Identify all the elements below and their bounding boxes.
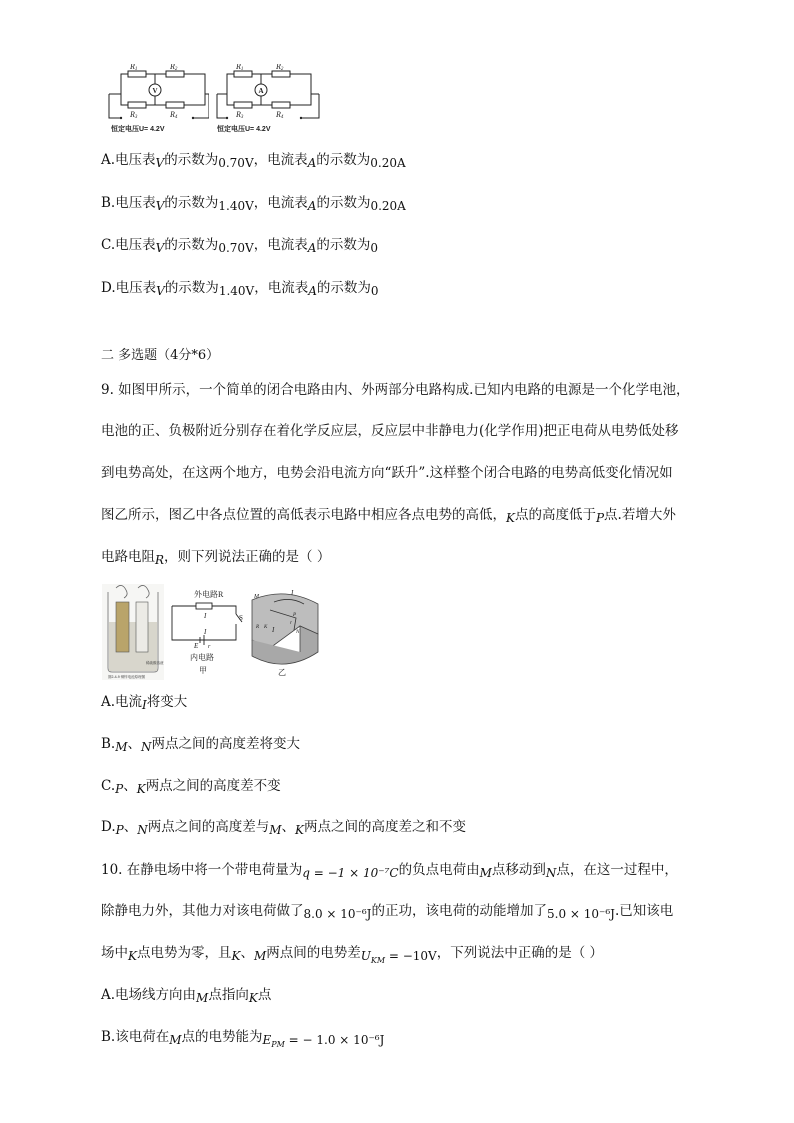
q10-line-3: 场中K点电势为零，且K、M两点间的电势差$U_{KM} = -10V$，下列说法中正确的是（ ） [101, 945, 604, 965]
voltmeter-circuit-caption: 恒定电压U= 4.2V [111, 126, 165, 133]
q10-option-b: B.该电荷在M点的电势能为$E_{PM}$ = − 1.0 × 10⁻⁶J [101, 1029, 385, 1049]
q9-line-1: 9. 如图甲所示，一个简单的闭合电路由内、外两部分电路构成.已知内电路的电源是一个化学电池， [101, 382, 690, 398]
svg-text:K: K [264, 625, 268, 630]
section-title: 二 多选题（4分*6） [101, 348, 220, 363]
svg-text:M: M [254, 594, 259, 600]
svg-text:E: E [194, 642, 199, 650]
svg-text:甲: 甲 [199, 666, 207, 675]
q9-option-a: A.电流I将变大 [101, 694, 188, 712]
svg-text:S: S [239, 614, 243, 622]
svg-text:R3: R3 [236, 110, 244, 120]
svg-text:I: I [204, 628, 207, 636]
svg-text:R4: R4 [276, 110, 284, 120]
q9-line-4: 图乙所示，图乙中各点位置的高低表示电路中相应各点电势的高低，K点的高度低于P点.若增大外 [101, 507, 676, 525]
q9-line-3: 到电势高处，在这两个地方，电势会沿电流方向“跃升”.这样整个闭合电路的电势高低变化情况如 [101, 465, 673, 481]
q9-option-d: D.P、N两点之间的高度差与M、K两点之间的高度差之和不变 [101, 819, 466, 837]
q8-option-a: A.电压表V的示数为0.70V，电流表A的示数为0.20A [101, 152, 406, 170]
svg-text:R1: R1 [130, 64, 138, 72]
svg-text:I: I [291, 589, 294, 597]
svg-text:R2: R2 [170, 64, 178, 72]
svg-text:乙: 乙 [278, 668, 286, 677]
svg-text:R3: R3 [130, 110, 138, 120]
ammeter-circuit-figure [215, 64, 321, 136]
voltmeter-circuit-figure [103, 64, 209, 136]
svg-text:内电路: 内电路 [190, 653, 214, 662]
q10-option-a: A.电场线方向由M点指向K点 [101, 987, 272, 1005]
svg-text:R2: R2 [276, 64, 284, 72]
svg-text:外电路R: 外电路R [194, 590, 224, 599]
q9-option-b: B.M、N两点之间的高度差将变大 [101, 736, 301, 754]
svg-text:R1: R1 [236, 64, 244, 72]
q9-figure [100, 582, 325, 682]
ammeter-circuit-caption: 恒定电压U= 4.2V [217, 126, 271, 133]
svg-text:r: r [290, 621, 292, 626]
svg-text:I: I [272, 626, 275, 634]
svg-text:r: r [208, 644, 211, 650]
svg-text:图2-4-9 铜锌电池原理图: 图2-4-9 铜锌电池原理图 [108, 675, 146, 679]
q8-option-b: B.电压表V的示数为1.40V，电流表A的示数为0.20A [101, 195, 406, 213]
q8-option-d: D.电压表V的示数为1.40V，电流表A的示数为0 [101, 280, 379, 298]
q10-line-1: 10. 在静电场中将一个带电荷量为q = −1 × 10⁻⁷C的负点电荷由M点移动到N点，在这一过程中， [101, 862, 678, 880]
q9-line-2: 电池的正、负极附近分别存在着化学反应层，反应层中非静电力(化学作用)把正电荷从电势低处移 [101, 423, 679, 439]
q8-option-c: C.电压表V的示数为0.70V，电流表A的示数为0 [101, 237, 379, 255]
svg-text:R4: R4 [170, 110, 178, 120]
voltmeter-symbol: V [152, 87, 158, 95]
svg-text:稀硫酸溶液: 稀硫酸溶液 [146, 661, 164, 665]
svg-text:R: R [256, 625, 260, 630]
svg-text:P: P [293, 613, 297, 618]
potential-cylinder-illustration [252, 594, 318, 664]
ammeter-symbol: A [258, 87, 264, 95]
svg-text:I: I [204, 612, 207, 620]
beaker-illustration [102, 584, 164, 680]
svg-text:N: N [296, 630, 300, 635]
q9-line-5: 电路电阻R，则下列说法正确的是（ ） [101, 549, 331, 567]
q9-option-c: C.P、K两点之间的高度差不变 [101, 778, 281, 796]
q10-line-2: 除静电力外，其他力对该电荷做了8.0 × 10⁻⁶J的正功，该电荷的动能增加了5.0 × 10⁻⁶J.已知该电 [101, 903, 674, 921]
